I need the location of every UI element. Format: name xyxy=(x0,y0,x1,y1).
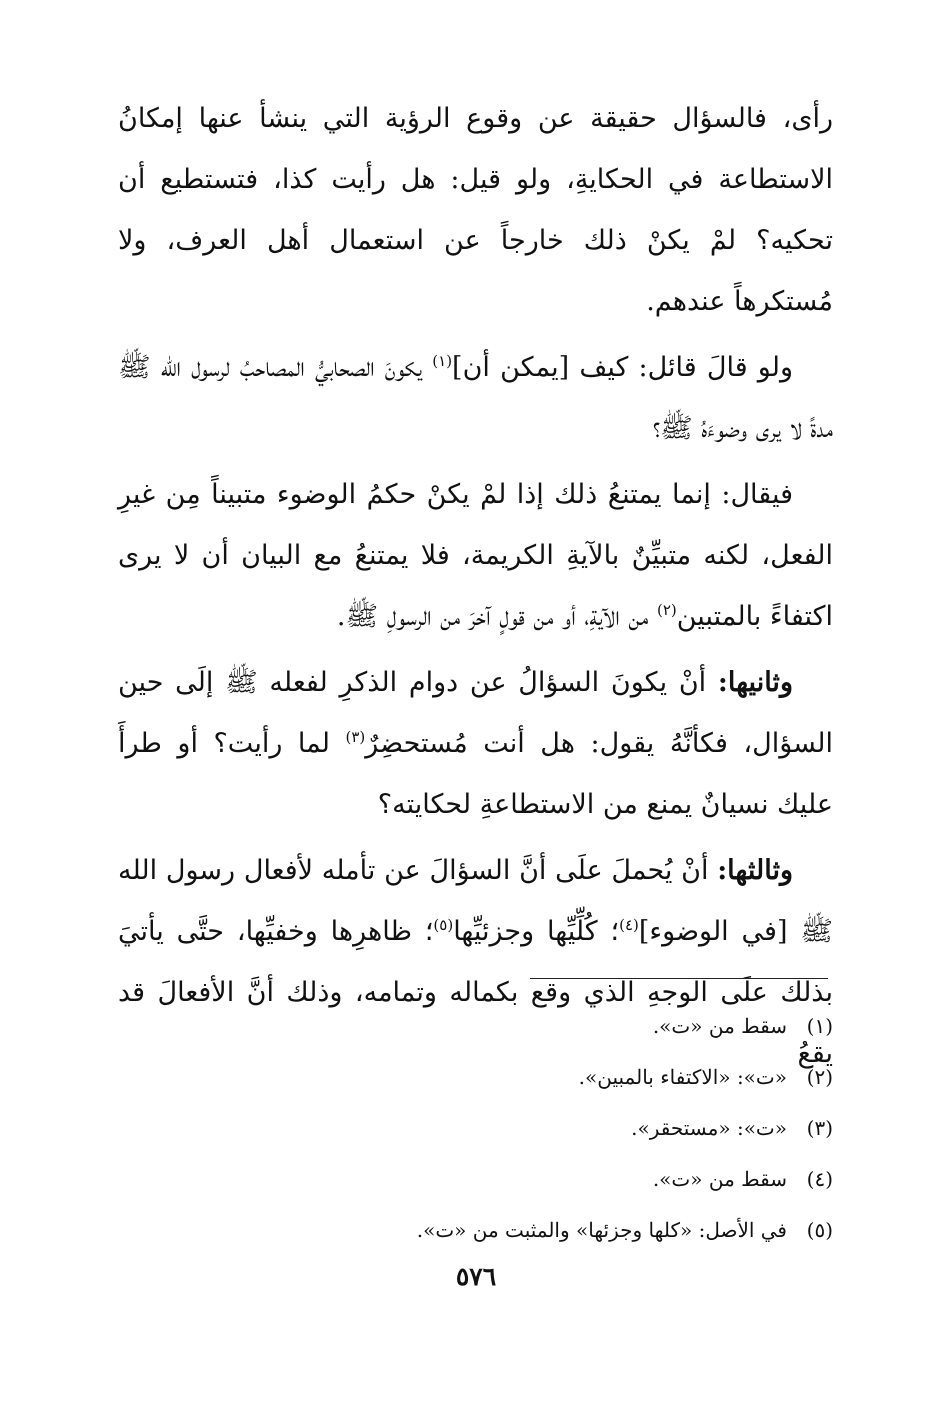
footnote-text: سقط من «ت». xyxy=(652,1014,787,1038)
page-number: ٥٧٦ xyxy=(455,1262,497,1291)
paragraph-lead: وثالثها: xyxy=(717,855,793,886)
footnote-number: (١) xyxy=(806,1014,833,1038)
paragraph-4 xyxy=(118,652,833,835)
paragraph-text: فيقال: إنما يمتنعُ ذلك إذا لمْ يكنْ حكمُ الوضوء متبيناً مِن غيرِ الفعل، لكنه متبيِّنٌ بالآيةِ الكريمة، فلا يمتنعُ مع البيان أن لا يرى اكتفاءً بالمتبين xyxy=(118,479,833,632)
footnote-number: (٥) xyxy=(806,1218,833,1242)
footnote-ref-3[interactable]: (٣) xyxy=(345,728,366,746)
paragraph-text: يكونَ الصحابيُّ المصاحبُ لرسول الله ﷺ مدةً لا يرى وضوءَهُ ﷺ؟ xyxy=(118,352,833,444)
paragraph-text: أنْ يكونَ السؤالُ عن دوام الذكرِ لفعله ﷺ إلَى حين السؤال، فكأنَّهُ يقول: هل أنت مُستحضِرٌ xyxy=(118,667,833,759)
footnote-number: (٣) xyxy=(806,1116,833,1140)
paragraph-text: أنْ يُحملَ علَى أنَّ السؤالَ عن تأمله لأفعال رسول الله ﷺ [في الوضوء] xyxy=(118,855,833,947)
footnote-text: «ت»: «الاكتفاء بالمبين». xyxy=(578,1065,787,1089)
footnote-ref-4[interactable]: (٤) xyxy=(619,916,639,934)
footnote-ref-1[interactable]: (١) xyxy=(432,352,453,370)
footnote-text: في الأصل: «كلها وجزئها» والمثبت من «ت». xyxy=(416,1218,787,1242)
footnote-item xyxy=(118,1052,833,1103)
footnote-number: (٤) xyxy=(806,1167,833,1191)
footnote-item xyxy=(118,1154,833,1205)
main-text xyxy=(118,88,833,1089)
paragraph-1 xyxy=(118,88,833,332)
footnote-ref-5[interactable]: (٥) xyxy=(433,916,454,934)
paragraph-text: رأى، فالسؤال حقيقة عن وقوع الرؤية التي ينشأ عنها إمكانُ الاستطاعة في الحكايةِ، ولو قيل: هل رأيت كذا، فتستطيع أن تحكيه؟ لمْ يكنْ ذلك خارجاً عن استعمال أهل العرف، ولا مُستكرهاً عندهم. xyxy=(118,103,833,317)
paragraph-text: ؛ ظاهرِها وخفيِّها، حتَّى يأتيَ بذلك علَى الوجهِ الذي وقع بكماله وتمامه، وذلك أنَّ الأفعالَ قد يقعُ xyxy=(118,916,833,1069)
footnote-text: «ت»: «مستحقر». xyxy=(631,1116,787,1140)
footnote-number: (٢) xyxy=(806,1065,833,1089)
footnote-text: سقط من «ت». xyxy=(652,1167,787,1191)
paragraph-2 xyxy=(118,337,833,459)
footnote-item xyxy=(118,1001,833,1052)
paragraph-text: ولو قالَ قائل: كيف [يمكن أن] xyxy=(452,352,793,383)
footnote-item xyxy=(118,1103,833,1154)
paragraph-3 xyxy=(118,464,833,647)
paragraph-text: ؛ كُلِّيِّها وجزئيِّها xyxy=(453,916,620,947)
footnote-ref-2[interactable]: (٢) xyxy=(656,601,677,619)
paragraph-text: من الآيةِ، أو من قولٍ آخرَ من الرسولِ ﷺ. xyxy=(336,601,657,632)
footnote-divider xyxy=(530,978,828,979)
footnotes-list xyxy=(118,1001,833,1256)
footnote-item xyxy=(118,1205,833,1256)
paragraph-text: لما رأيت؟ أو طرأَ عليك نسيانٌ يمنع من الاستطاعةِ لحكايته؟ xyxy=(118,728,833,820)
paragraph-lead: وثانيها: xyxy=(717,667,793,698)
